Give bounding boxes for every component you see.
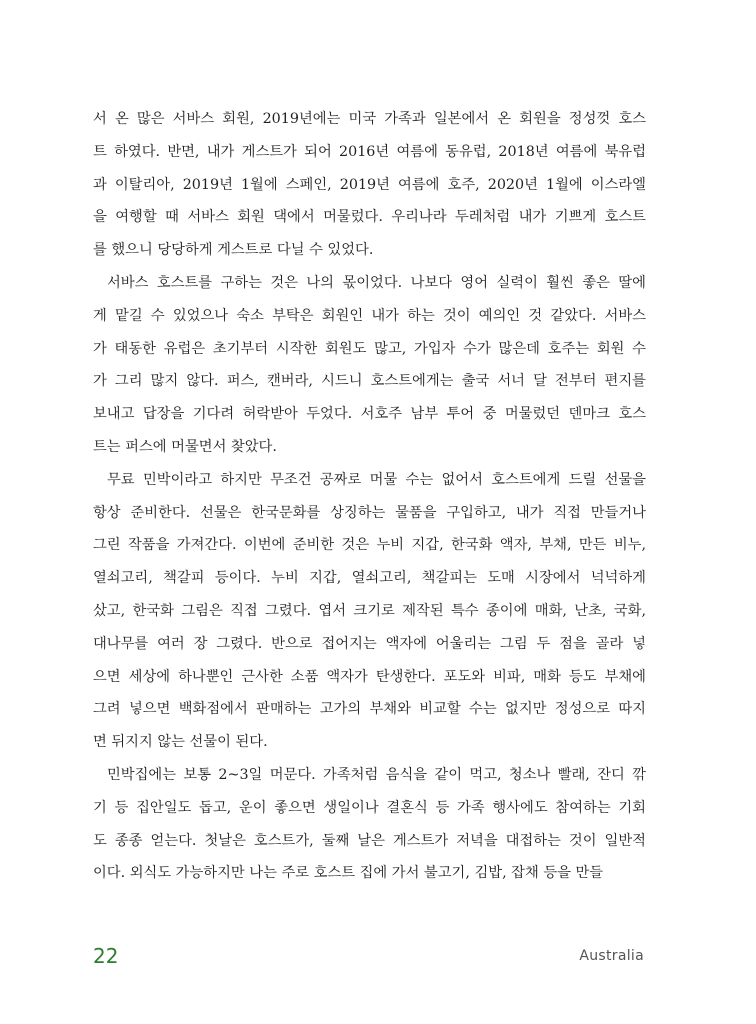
paragraph — [93, 267, 646, 464]
paragraph — [93, 103, 646, 267]
text-line: 트는 퍼스에 머물면서 찾았다. — [93, 438, 277, 455]
text-line: 으면 세상에 하나뿐인 근사한 소품 액자가 탄생한다. 포도와 비파, 매화 등도 부채에 — [93, 668, 646, 685]
text-line: 서 온 많은 서바스 회원, 2019년에는 미국 가족과 일본에서 온 회원을 정성껏 호스 — [93, 111, 646, 127]
text-line: 가 태동한 유럽은 초기부터 시작한 회원도 많고, 가입자 수가 많은데 호주는 회원 수 — [93, 340, 646, 357]
text-line: 열쇠고리, 책갈피 등이다. 누비 지갑, 열쇠고리, 책갈피는 도매 시장에서 넉넉하게 — [93, 570, 646, 587]
text-line: 보내고 답장을 기다려 허락받아 두었다. 서호주 남부 투어 중 머물렀던 덴마크 호스 — [93, 406, 646, 423]
text-line: 대나무를 여러 장 그렸다. 반으로 접어지는 액자에 어울리는 그림 두 점을 골라 넣 — [93, 635, 646, 652]
text-line: 를 했으니 당당하게 게스트로 다닐 수 있었다. — [93, 242, 374, 259]
text-line: 그려 넣으면 백화점에서 판매하는 고가의 부채와 비교할 수는 없지만 정성으로 따지 — [93, 701, 646, 718]
text-line: 게 맡길 수 있었으나 숙소 부탁은 회원인 내가 하는 것이 예의인 것 같았다. 서바스 — [93, 307, 646, 324]
text-line: 그린 작품을 가져간다. 이번에 준비한 것은 누비 지갑, 한국화 액자, 부채, 만든 비누, — [93, 537, 646, 554]
text-line: 민박집에는 보통 2~3일 머문다. 가족처럼 음식을 같이 먹고, 청소나 빨래, 잔디 깎 — [107, 766, 646, 783]
text-line: 면 뒤지지 않는 선물이 된다. — [93, 734, 268, 751]
text-line: 과 이탈리아, 2019년 1월에 스페인, 2019년 여름에 호주, 2020년 1월에 이스라엘 — [93, 176, 646, 193]
text-line: 트 하였다. 반면, 내가 게스트가 되어 2016년 여름에 동유럽, 2018년 여름에 북유럽 — [93, 143, 646, 160]
text-line: 기 등 집안일도 돕고, 운이 좋으면 생일이나 결혼식 등 가족 행사에도 참여하는 기회 — [93, 799, 646, 816]
text-line: 이다. 외식도 가능하지만 나는 주로 호스트 집에 가서 불고기, 김밥, 잡채 등을 만들 — [93, 865, 604, 882]
text-line: 도 종종 얻는다. 첫날은 호스트가, 둘째 날은 게스트가 저녁을 대접하는 것이 일반적 — [93, 832, 646, 849]
body-text — [93, 103, 646, 890]
text-line: 서바스 호스트를 구하는 것은 나의 몫이었다. 나보다 영어 실력이 훨씬 좋은 딸에 — [107, 274, 646, 291]
text-line: 무료 민박이라고 하지만 무조건 공짜로 머물 수는 없어서 호스트에게 드릴 선물을 — [107, 471, 646, 488]
text-line: 을 여행할 때 서바스 회원 댁에서 머물렀다. 우리나라 두레처럼 내가 기쁘게 호스트 — [93, 209, 646, 226]
running-footer-title: Australia — [579, 948, 644, 964]
text-line: 항상 준비한다. 선물은 한국문화를 상징하는 물품을 구입하고, 내가 직접 만들거나 — [93, 504, 646, 521]
page-number: 22 — [93, 944, 119, 968]
paragraph — [93, 464, 646, 759]
paragraph — [93, 759, 646, 890]
text-line: 가 그리 많지 않다. 퍼스, 캔버라, 시드니 호스트에게는 출국 서너 달 전부터 편지를 — [93, 373, 646, 390]
text-line: 샀고, 한국화 그림은 직접 그렸다. 엽서 크기로 제작된 특수 종이에 매화, 난초, 국화, — [93, 602, 646, 619]
